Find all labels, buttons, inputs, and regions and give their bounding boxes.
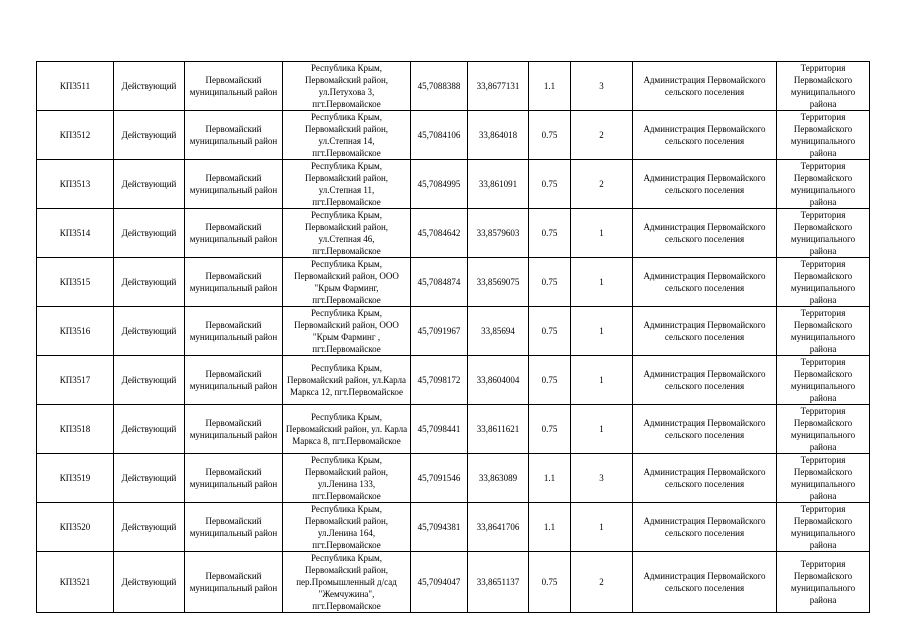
cell-code: КП3518	[37, 405, 114, 454]
cell-status: Действующий	[114, 62, 185, 111]
cell-territory: Территория Первомайского муниципального района	[777, 503, 870, 552]
cell-territory: Территория Первомайского муниципального района	[777, 356, 870, 405]
cell-area: 0.75	[529, 160, 571, 209]
cell-code: КП3520	[37, 503, 114, 552]
cell-owner: Администрация Первомайского сельского поселения	[633, 503, 777, 552]
cell-latitude: 45,7084874	[411, 258, 468, 307]
cell-status: Действующий	[114, 209, 185, 258]
cell-address: Республика Крым, Первомайский район, ул.Степная 46, пгт.Первомайское	[283, 209, 411, 258]
cell-latitude: 45,7098441	[411, 405, 468, 454]
cell-district: Первомайский муниципальный район	[185, 111, 283, 160]
cell-address: Республика Крым, Первомайский район, ул.Петухова 3, пгт.Первомайское	[283, 62, 411, 111]
cell-code: КП3511	[37, 62, 114, 111]
cell-owner: Администрация Первомайского сельского поселения	[633, 307, 777, 356]
cell-code: КП3514	[37, 209, 114, 258]
cell-district: Первомайский муниципальный район	[185, 62, 283, 111]
cell-area: 1.1	[529, 62, 571, 111]
table-body	[37, 62, 870, 613]
table-row	[37, 503, 870, 552]
cell-territory: Территория Первомайского муниципального района	[777, 405, 870, 454]
cell-address: Республика Крым, Первомайский район, ул.Ленина 133, пгт.Первомайское	[283, 454, 411, 503]
cell-area: 0.75	[529, 552, 571, 613]
table-row	[37, 111, 870, 160]
cell-status: Действующий	[114, 356, 185, 405]
cell-containers: 1	[571, 307, 633, 356]
cell-area: 0.75	[529, 111, 571, 160]
cell-territory: Территория Первомайского муниципального района	[777, 307, 870, 356]
table-row	[37, 62, 870, 111]
cell-containers: 1	[571, 209, 633, 258]
table-row	[37, 405, 870, 454]
cell-code: КП3519	[37, 454, 114, 503]
cell-code: КП3512	[37, 111, 114, 160]
cell-territory: Территория Первомайского муниципального района	[777, 454, 870, 503]
cell-status: Действующий	[114, 405, 185, 454]
cell-district: Первомайский муниципальный район	[185, 307, 283, 356]
cell-owner: Администрация Первомайского сельского поселения	[633, 258, 777, 307]
cell-containers: 1	[571, 258, 633, 307]
cell-status: Действующий	[114, 111, 185, 160]
cell-area: 0.75	[529, 209, 571, 258]
cell-district: Первомайский муниципальный район	[185, 209, 283, 258]
cell-owner: Администрация Первомайского сельского поселения	[633, 62, 777, 111]
cell-status: Действующий	[114, 160, 185, 209]
cell-area: 0.75	[529, 405, 571, 454]
cell-longitude: 33,8641706	[468, 503, 529, 552]
cell-latitude: 45,7094047	[411, 552, 468, 613]
cell-longitude: 33,861091	[468, 160, 529, 209]
cell-containers: 2	[571, 160, 633, 209]
table-row	[37, 552, 870, 613]
cell-district: Первомайский муниципальный район	[185, 160, 283, 209]
cell-owner: Администрация Первомайского сельского поселения	[633, 356, 777, 405]
cell-area: 1.1	[529, 503, 571, 552]
cell-district: Первомайский муниципальный район	[185, 258, 283, 307]
cell-status: Действующий	[114, 307, 185, 356]
cell-code: КП3521	[37, 552, 114, 613]
cell-territory: Территория Первомайского муниципального района	[777, 209, 870, 258]
table-row	[37, 258, 870, 307]
cell-containers: 1	[571, 503, 633, 552]
cell-owner: Администрация Первомайского сельского поселения	[633, 405, 777, 454]
cell-latitude: 45,7091967	[411, 307, 468, 356]
table-row	[37, 307, 870, 356]
cell-longitude: 33,8611621	[468, 405, 529, 454]
cell-territory: Территория Первомайского муниципального района	[777, 160, 870, 209]
cell-latitude: 45,7084995	[411, 160, 468, 209]
cell-containers: 3	[571, 62, 633, 111]
cell-longitude: 33,8651137	[468, 552, 529, 613]
cell-district: Первомайский муниципальный район	[185, 454, 283, 503]
cell-address: Республика Крым, Первомайский район, ООО "Крым Фарминг , пгт.Первомайское	[283, 307, 411, 356]
cell-longitude: 33,85694	[468, 307, 529, 356]
cell-containers: 2	[571, 552, 633, 613]
cell-latitude: 45,7084106	[411, 111, 468, 160]
cell-address: Республика Крым, Первомайский район, ул.Степная 11, пгт.Первомайское	[283, 160, 411, 209]
cell-area: 1.1	[529, 454, 571, 503]
cell-address: Республика Крым, Первомайский район, ул.Ленина 164, пгт.Первомайское	[283, 503, 411, 552]
cell-status: Действующий	[114, 454, 185, 503]
cell-code: КП3513	[37, 160, 114, 209]
cell-address: Республика Крым, Первомайский район, ООО "Крым Фарминг, пгт.Первомайское	[283, 258, 411, 307]
cell-address: Республика Крым, Первомайский район, ул.Карла Маркса 12, пгт.Первомайское	[283, 356, 411, 405]
cell-area: 0.75	[529, 356, 571, 405]
cell-owner: Администрация Первомайского сельского поселения	[633, 552, 777, 613]
table-row	[37, 209, 870, 258]
cell-territory: Территория Первомайского муниципального района	[777, 258, 870, 307]
cell-area: 0.75	[529, 258, 571, 307]
cell-territory: Территория Первомайского муниципального района	[777, 552, 870, 613]
cell-latitude: 45,7088388	[411, 62, 468, 111]
cell-longitude: 33,8604004	[468, 356, 529, 405]
cell-address: Республика Крым, Первомайский район, пер.Промышленный д/сад "Жемчужина", пгт.Первомайское	[283, 552, 411, 613]
cell-district: Первомайский муниципальный район	[185, 356, 283, 405]
cell-territory: Территория Первомайского муниципального района	[777, 62, 870, 111]
cell-code: КП3515	[37, 258, 114, 307]
cell-longitude: 33,864018	[468, 111, 529, 160]
cell-longitude: 33,8569075	[468, 258, 529, 307]
cell-address: Республика Крым, Первомайский район, ул.Степная 14, пгт.Первомайское	[283, 111, 411, 160]
cell-latitude: 45,7094381	[411, 503, 468, 552]
cell-containers: 2	[571, 111, 633, 160]
cell-district: Первомайский муниципальный район	[185, 552, 283, 613]
cell-latitude: 45,7098172	[411, 356, 468, 405]
cell-containers: 1	[571, 405, 633, 454]
cell-status: Действующий	[114, 503, 185, 552]
cell-district: Первомайский муниципальный район	[185, 503, 283, 552]
cell-containers: 3	[571, 454, 633, 503]
cell-owner: Администрация Первомайского сельского поселения	[633, 209, 777, 258]
table-row	[37, 160, 870, 209]
table-row	[37, 454, 870, 503]
document-page	[36, 61, 870, 613]
cell-owner: Администрация Первомайского сельского поселения	[633, 160, 777, 209]
cell-latitude: 45,7084642	[411, 209, 468, 258]
cell-area: 0.75	[529, 307, 571, 356]
cell-owner: Администрация Первомайского сельского поселения	[633, 111, 777, 160]
cell-longitude: 33,8677131	[468, 62, 529, 111]
cell-longitude: 33,863089	[468, 454, 529, 503]
cell-code: КП3516	[37, 307, 114, 356]
cell-latitude: 45,7091546	[411, 454, 468, 503]
table-row	[37, 356, 870, 405]
collection-points-table	[36, 61, 870, 613]
cell-territory: Территория Первомайского муниципального района	[777, 111, 870, 160]
cell-code: КП3517	[37, 356, 114, 405]
cell-longitude: 33,8579603	[468, 209, 529, 258]
cell-status: Действующий	[114, 258, 185, 307]
cell-owner: Администрация Первомайского сельского поселения	[633, 454, 777, 503]
cell-status: Действующий	[114, 552, 185, 613]
cell-containers: 1	[571, 356, 633, 405]
cell-district: Первомайский муниципальный район	[185, 405, 283, 454]
cell-address: Республика Крым, Первомайский район, ул. Карла Маркса 8, пгт.Первомайское	[283, 405, 411, 454]
